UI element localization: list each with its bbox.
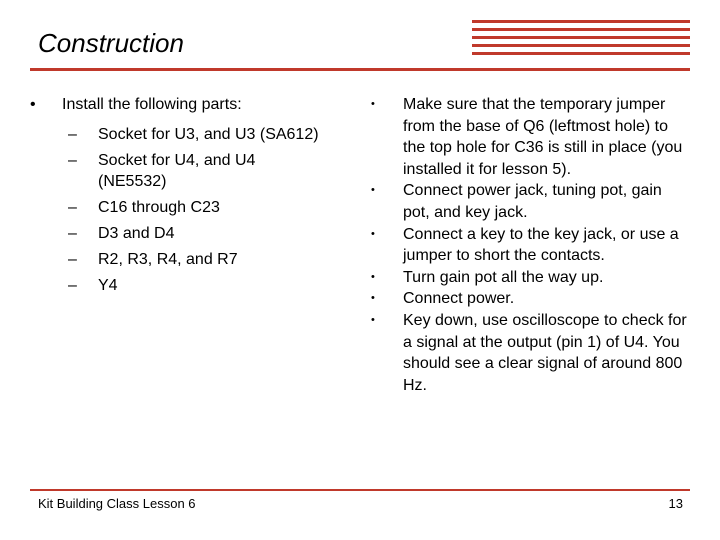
left-column bbox=[30, 94, 350, 301]
bullet-item bbox=[368, 224, 690, 267]
bullet-text: Connect a key to the key jack, or use a jumper to short the contacts. bbox=[403, 225, 679, 265]
stripe bbox=[472, 20, 690, 23]
bullet-marker: • bbox=[371, 184, 375, 197]
page-number: 13 bbox=[668, 496, 683, 511]
sub-item: – R2, R3, R4, and R7 bbox=[68, 251, 238, 268]
sub-list bbox=[30, 124, 350, 296]
sub-item: – C16 through C23 bbox=[68, 199, 220, 216]
sub-item-text: D3 and D4 bbox=[98, 225, 175, 242]
bullet-item bbox=[368, 94, 690, 180]
bullet-marker: • bbox=[371, 292, 375, 305]
bullet-marker: • bbox=[371, 270, 375, 283]
bullet-item bbox=[30, 94, 350, 116]
sub-item: – Y4 bbox=[68, 277, 118, 294]
sub-item: – Socket for U4, and U4 (NE5532) bbox=[68, 150, 350, 192]
bullet-text: Make sure that the temporary jumper from the base of Q6 (leftmost hole) to the top hole for C36 is still in place (you installed it for lesson 5). bbox=[403, 96, 683, 178]
stripe bbox=[472, 36, 690, 39]
bullet-marker: • bbox=[371, 227, 375, 240]
stripe bbox=[472, 44, 690, 47]
bullet-text: Connect power jack, tuning pot, gain pot, and key jack. bbox=[403, 182, 662, 221]
bullet-item bbox=[368, 267, 690, 289]
stripe bbox=[472, 52, 690, 55]
bullet-text: Key down, use oscilloscope to check for a signal at the output (pin 1) of U4. You should see a clear signal of around 800 Hz. bbox=[403, 311, 687, 394]
stripe bbox=[472, 28, 690, 31]
right-column bbox=[368, 94, 690, 396]
bullet-text: Install the following parts: bbox=[62, 96, 242, 113]
sub-item-text: C16 through C23 bbox=[98, 199, 220, 216]
sub-item-text: Y4 bbox=[98, 277, 118, 294]
footer-text: Kit Building Class Lesson 6 bbox=[38, 496, 196, 511]
header-rule bbox=[30, 68, 690, 71]
footer-rule bbox=[30, 489, 690, 491]
sub-item: – D3 and D4 bbox=[68, 225, 175, 242]
sub-item-text: Socket for U3, and U3 (SA612) bbox=[98, 126, 319, 143]
bullet-marker: • bbox=[371, 98, 375, 110]
sub-item: – Socket for U3, and U3 (SA612) bbox=[68, 126, 319, 143]
slide-title: Construction bbox=[38, 28, 184, 58]
bullet-item bbox=[368, 180, 690, 223]
bullet-text: Connect power. bbox=[403, 290, 515, 308]
header-stripes bbox=[472, 20, 690, 60]
bullet-marker: • bbox=[30, 96, 36, 113]
bullet-item bbox=[368, 288, 690, 310]
bullet-text: Turn gain pot all the way up. bbox=[403, 268, 604, 286]
bullet-item bbox=[368, 310, 690, 396]
sub-item-text: Socket for U4, and U4 (NE5532) bbox=[98, 152, 256, 190]
sub-item-text: R2, R3, R4, and R7 bbox=[98, 251, 238, 268]
bullet-marker: • bbox=[371, 313, 375, 326]
